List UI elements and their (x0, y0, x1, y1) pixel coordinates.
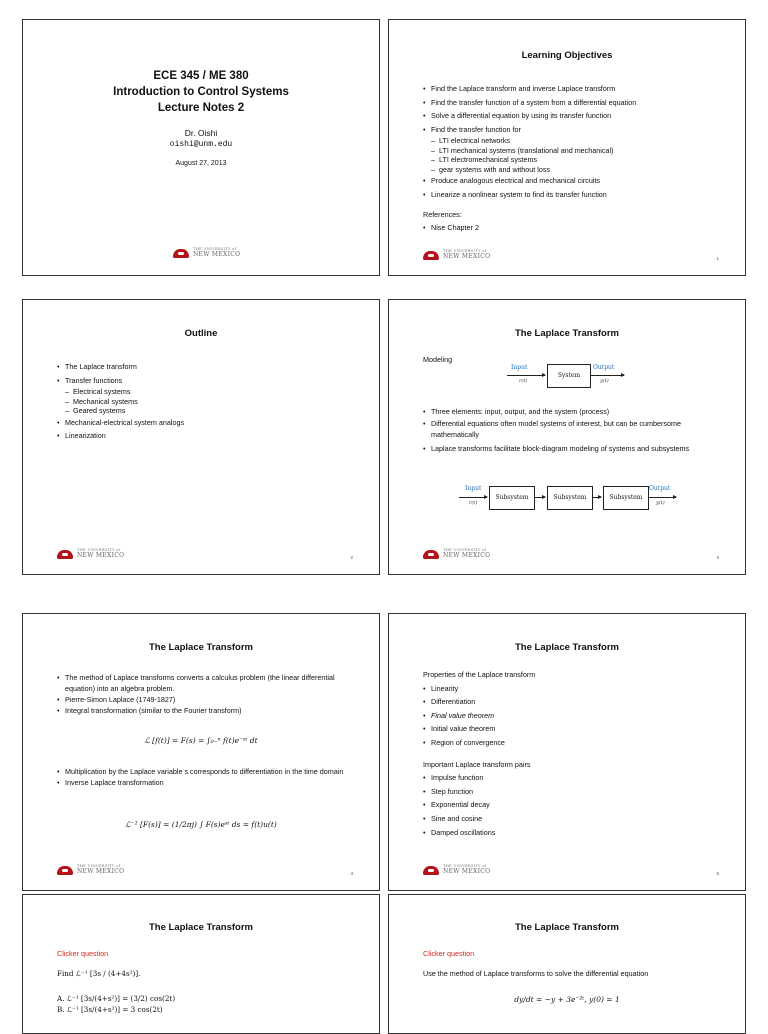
unm-logo-icon (173, 249, 189, 258)
date: August 27, 2013 (175, 160, 227, 167)
subsystem-block: Subsystem (489, 486, 535, 510)
list-item: • The method of Laplace transforms converts a calculus problem (the linear differential equation) into an algebra problem. (57, 672, 349, 694)
list-item: • Inverse Laplace transformation (57, 777, 349, 788)
unm-logo: THE UNIVERSITY of NEW MEXICO (423, 864, 533, 878)
page-number: 2 (350, 555, 353, 560)
list-item: • Step function (423, 785, 715, 799)
differential-equation: dy/dt = −y + 3e⁻²ᵗ, y(0) = 1 (514, 995, 620, 1004)
output-label: Output (593, 364, 615, 371)
connector-arrow (592, 497, 601, 498)
unm-logo: THE UNIVERSITY of NEW MEXICO (173, 247, 283, 261)
sub-item: – gear systems with and without loss (423, 165, 715, 175)
answer-option-a: A. ℒ⁻¹ [3s/(4+s²)] = (3/2) cos(2t) (57, 994, 176, 1003)
list-item: • Transfer functions (57, 374, 349, 388)
list-item: • Damped oscillations (423, 826, 715, 840)
list-item: • Find the transfer function for (423, 123, 715, 137)
slide-heading: Learning Objectives (521, 50, 613, 61)
slide-heading: Outline (184, 328, 218, 339)
slide-outline (22, 299, 380, 575)
pairs-heading: Important Laplace transform pairs (423, 759, 531, 769)
output-arrow (648, 497, 676, 498)
slide-heading: The Laplace Transform (148, 922, 253, 933)
list-item: • Differentiation (423, 695, 715, 709)
system-block: System (547, 364, 591, 388)
list-item: • Region of convergence (423, 736, 715, 750)
unm-logo: THE UNIVERSITY of NEW MEXICO (57, 548, 167, 562)
list-item: • Linearize a nonlinear system to find its transfer function (423, 188, 715, 202)
unm-logo: THE UNIVERSITY of NEW MEXICO (423, 548, 533, 562)
sub-item: – LTI electrical networks (423, 136, 715, 146)
slide-laplace-properties (388, 613, 746, 891)
list-item: • Integral transformation (similar to the Fourier transform) (57, 705, 349, 716)
sub-item: – Geared systems (57, 406, 349, 416)
unm-logo-icon (57, 866, 73, 875)
author: Dr. Oishi (184, 128, 218, 138)
list-item: • Linearization (57, 429, 349, 443)
list-item: • Initial value theorem (423, 722, 715, 736)
list-item: • Differential equations often model systems of interest, but can be cumbersome mathematically (423, 418, 715, 441)
list-item: • Three elements: input, output, and the system (process) (423, 406, 715, 418)
input-label: Input (511, 364, 528, 371)
page-number: 3 (716, 555, 719, 560)
output-arrow (590, 375, 624, 376)
slide-heading: The Laplace Transform (514, 328, 619, 339)
sub-item: – LTI electromechanical systems (423, 155, 715, 165)
slide-title (22, 19, 380, 276)
system-diagram (389, 362, 746, 394)
input-signal: r(t) (519, 378, 528, 384)
laplace-definition-equation: ℒ [f(t)] = F(s) = ∫₀₋ⁿ f(t)e⁻ˢᵗ dt (144, 736, 258, 745)
slide-learning-objectives (388, 19, 746, 276)
unm-logo-icon (57, 550, 73, 559)
page-number: 5 (716, 871, 719, 876)
sub-item: – Mechanical systems (57, 397, 349, 407)
slide-clicker-question-1 (22, 894, 380, 1034)
clicker-label: Clicker question (57, 949, 109, 958)
list-item: • Mechanical-electrical system analogs (57, 416, 349, 430)
slide-heading: The Laplace Transform (148, 642, 253, 653)
unm-logo: THE UNIVERSITY of NEW MEXICO (57, 864, 167, 878)
subsystem-block: Subsystem (547, 486, 593, 510)
inverse-laplace-equation: ℒ⁻¹ [F(s)] = (1/2πj) ∫ F(s)eˢᵗ ds = f(t)u(t) (125, 820, 277, 829)
subsystem-diagram (389, 483, 746, 515)
output-label: Output (649, 485, 671, 492)
output-signal: y(t) (600, 378, 609, 384)
properties-heading: Properties of the Laplace transform (423, 670, 536, 679)
author-email: oishi@unm.edu (169, 140, 233, 149)
list-item: • Find the transfer function of a system from a differential equation (423, 96, 715, 110)
list-item: • Produce analogous electrical and mechanical circuits (423, 174, 715, 188)
unm-logo-icon (423, 866, 439, 875)
list-item: • Exponential decay (423, 798, 715, 812)
modeling-label: Modeling (423, 355, 453, 364)
list-item: • Find the Laplace transform and inverse Laplace transform (423, 82, 715, 96)
course-code: ECE 345 / ME 380 (153, 70, 249, 82)
list-item: • Solve a differential equation by using its transfer function (423, 109, 715, 123)
list-item: • The Laplace transform (57, 360, 349, 374)
page-number: 1 (716, 256, 719, 261)
input-arrow (459, 497, 487, 498)
unm-logo-icon (423, 251, 439, 260)
reference-item: • Nise Chapter 2 (423, 221, 715, 235)
slide-heading: The Laplace Transform (514, 642, 619, 653)
output-signal: y(t) (656, 500, 665, 506)
subsystem-block: Subsystem (603, 486, 649, 510)
question-prompt: Use the method of Laplace transforms to solve the differential equation (423, 969, 649, 978)
slide-laplace-modeling (388, 299, 746, 575)
course-title: Introduction to Control Systems (113, 86, 289, 98)
page-number: 4 (350, 871, 353, 876)
unm-logo: THE UNIVERSITY of NEW MEXICO (423, 249, 533, 263)
unm-logo-icon (423, 550, 439, 559)
connector-arrow (534, 497, 545, 498)
references-label: References: (423, 209, 462, 219)
list-item: • Linearity (423, 682, 715, 696)
list-item: • Pierre-Simon Laplace (1749-1827) (57, 694, 349, 705)
sub-item: – LTI mechanical systems (translational and mechanical) (423, 146, 715, 156)
input-signal: r(t) (469, 500, 478, 506)
slide-clicker-question-2 (388, 894, 746, 1034)
list-item: • Laplace transforms facilitate block-diagram modeling of systems and subsystems (423, 443, 715, 455)
list-item: • Multiplication by the Laplace variable s corresponds to differentiation in the time domain (57, 766, 349, 777)
input-label: Input (465, 485, 482, 492)
sub-item: – Electrical systems (57, 387, 349, 397)
slide-laplace-method (22, 613, 380, 891)
list-item: • Sine and cosine (423, 812, 715, 826)
list-item: • Impulse function (423, 771, 715, 785)
question-prompt: Find ℒ⁻¹ [3s / (4+4s²)]. (57, 969, 141, 978)
slide-heading: The Laplace Transform (514, 922, 619, 933)
list-item: • Final value theorem (423, 709, 715, 723)
clicker-label: Clicker question (423, 949, 475, 958)
answer-option-b: B. ℒ⁻¹ [3s/(4+s²)] = 3 cos(2t) (57, 1005, 163, 1014)
input-arrow (507, 375, 545, 376)
lecture-subtitle: Lecture Notes 2 (157, 102, 245, 114)
